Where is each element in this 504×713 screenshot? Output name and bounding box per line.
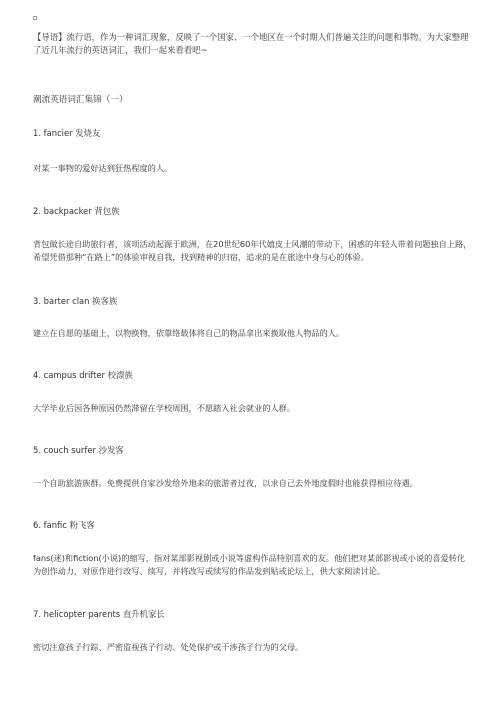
entry-term: 2. backpacker 背包族 xyxy=(33,206,120,216)
entry-term: 3. barter clan 换客族 xyxy=(33,296,118,306)
entry-description: 密切注意孩子行踪、严密监视孩子行动、处处保护或干涉孩子行为的父母。 xyxy=(33,642,304,652)
section-title: 潮流英语词汇集锦（一） xyxy=(33,95,128,105)
entry-term: 5. couch surfer 沙发客 xyxy=(33,445,124,455)
entry-description: 一个自助旅游族群。免费提供自家沙发给外地来的旅游者过夜，以求自己去外地度假时也能获得相应待遇。 xyxy=(33,478,418,488)
intro-paragraph: 【导语】流行语，作为一种词汇现象，反映了一个国家、一个地区在一个时期人们普遍关注的问题和事物。为大家整理了近几年流行的英语词汇，我们一起来看看吧~ xyxy=(33,32,469,55)
entry-description: 建立在自愿的基础上，以物换物，依靠络载体将自己的物品拿出来换取他人物品的人。 xyxy=(33,328,345,338)
entry-term: 4. campus drifter 校漂族 xyxy=(33,370,133,380)
entry-description: 对某一事物的爱好达到狂热程度的人。 xyxy=(33,163,173,173)
entry-term: 1. fancier 发烧友 xyxy=(33,128,101,138)
entry-description: fans(迷)和fiction(小说)的缩写，指对某部影视剧或小说等虚构作品特别喜欢的友。他们把对某部影视或小说的喜爱转化为创作动力，对原作进行改写、续写，并将改写或续写的作品发到贴或论坛上，供大家阅读讨论。 xyxy=(33,553,466,576)
entry-term: 6. fanfic 粉飞客 xyxy=(33,520,95,530)
bullet-marker-icon xyxy=(33,16,37,20)
entry-description: 背包做长途自助旅行者，该项活动起源于欧洲，在20世纪60年代嬉皮士风潮的带动下，困惑的年轻人带着问题独自上路，希望凭借那种“在路上”的体验审视自我，找到精神的归宿，追求的是在旅途中身与心的体验。 xyxy=(33,239,472,262)
entry-term: 7. helicopter parents 直升机家长 xyxy=(33,609,165,619)
entry-description: 大学毕业后因各种原因仍然滞留在学校周围，不愿踏入社会就业的人群。 xyxy=(33,403,296,413)
